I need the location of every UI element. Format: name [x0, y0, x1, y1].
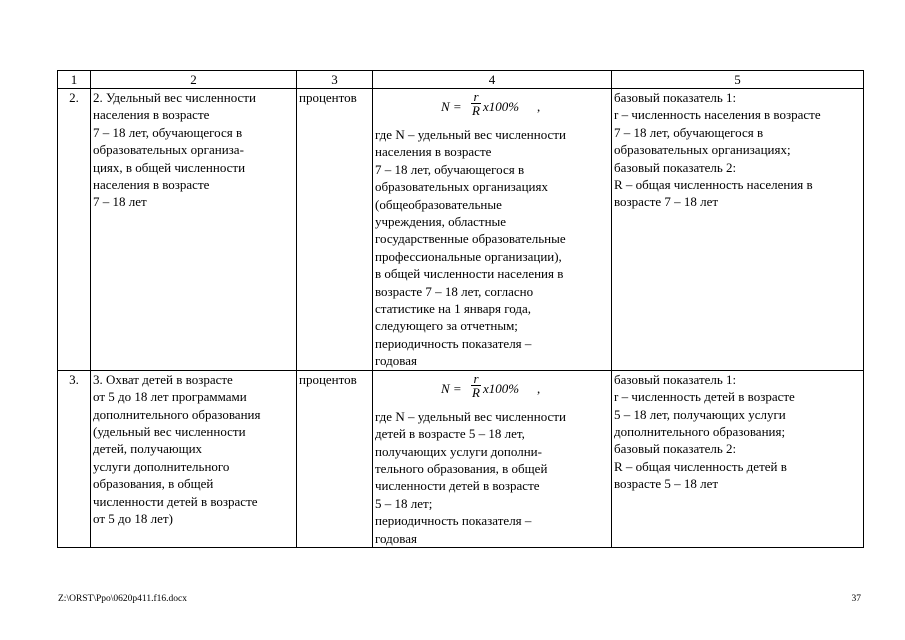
base-line: дополнительного образования; [614, 423, 786, 439]
indicator-name-line: услуги дополнительного [93, 458, 230, 474]
indicator-name-line: образования, в общей [93, 476, 214, 492]
header-col-4: 4 [373, 71, 612, 89]
base-line: базовый показатель 2: [614, 441, 737, 457]
formula-comma: , [537, 99, 541, 114]
table-row [58, 370, 864, 547]
indicator-name-line: населения в возрасте [93, 107, 210, 123]
base-line: базовый показатель 2: [614, 159, 737, 175]
formula-fraction [471, 372, 481, 399]
base-line: образовательных организациях; [614, 142, 791, 158]
header-col-3: 3 [297, 71, 373, 89]
header-col-1: 1 [58, 71, 91, 89]
base-line: базовый показатель 1: [614, 90, 737, 105]
formula-lhs: N = [441, 380, 462, 396]
method-line: 5 – 18 лет; [375, 495, 433, 511]
method-line: государственные образовательные [375, 231, 566, 247]
method-line: следующего за отчетным; [375, 318, 518, 334]
method-line: где N – удельный вес численности [375, 408, 566, 424]
base-line: базовый показатель 1: [614, 371, 737, 387]
base-line: R – общая численность детей в [614, 458, 787, 474]
method-line: годовая [375, 530, 417, 546]
indicator-name-line: от 5 до 18 лет программами [93, 389, 247, 405]
table-header-row [58, 71, 864, 89]
indicator-table [57, 70, 864, 548]
indicator-name-line: дополнительного образования [93, 406, 261, 422]
base-line: 7 – 18 лет, обучающегося в [614, 124, 764, 140]
base-indicators-cell [612, 370, 864, 547]
formula-denominator: R [472, 103, 480, 118]
unit-cell: процентов [297, 370, 373, 547]
formula [375, 89, 609, 126]
formula-comma: , [537, 380, 541, 396]
formula-rhs: x100% [483, 99, 520, 114]
indicator-name-cell [91, 89, 297, 371]
formula-rhs: x100% [483, 380, 520, 396]
header-col-5: 5 [612, 71, 864, 89]
indicator-name-line: 3. Охват детей в возрасте [93, 371, 233, 387]
header-col-2: 2 [91, 71, 297, 89]
formula-lhs: N = [441, 99, 462, 114]
page-number: 37 [851, 594, 861, 604]
unit-cell: процентов [297, 89, 373, 371]
base-indicators-cell [612, 89, 864, 371]
method-line: 7 – 18 лет, обучающегося в [375, 161, 525, 177]
method-line: статистике на 1 января года, [375, 301, 531, 317]
base-line: возрасте 7 – 18 лет [614, 194, 719, 210]
method-line: тельного образования, в общей [375, 460, 548, 476]
method-line: профессиональные организации), [375, 248, 562, 264]
method-line: (общеобразовательные [375, 196, 502, 212]
indicator-name-line: населения в возрасте [93, 177, 210, 193]
formula-numerator: r [471, 90, 481, 104]
indicator-name-line: численности детей в возрасте [93, 493, 258, 509]
method-line: получающих услуги дополни- [375, 443, 542, 459]
method-line: возрасте 7 – 18 лет, согласно [375, 283, 534, 299]
method-line: в общей численности населения в [375, 266, 564, 282]
method-line: периодичность показателя – [375, 335, 532, 351]
method-line: образовательных организациях [375, 179, 548, 195]
indicator-name-line: детей, получающих [93, 441, 203, 457]
method-line: учреждения, областные [375, 214, 507, 230]
method-line: населения в возрасте [375, 144, 492, 160]
indicator-name-cell [91, 370, 297, 547]
base-line: r – численность населения в возрасте [614, 107, 821, 123]
base-line: R – общая численность населения в [614, 177, 813, 193]
method-line: детей в возрасте 5 – 18 лет, [375, 426, 525, 442]
indicator-name-line: 7 – 18 лет, обучающегося в [93, 124, 243, 140]
method-cell [373, 89, 612, 371]
formula-numerator: r [471, 372, 481, 386]
indicator-name-line: циях, в общей численности [93, 159, 246, 175]
indicator-name-line: 2. Удельный вес численности [93, 90, 256, 105]
row-number: 3. [58, 370, 91, 547]
method-cell [373, 370, 612, 547]
formula [375, 371, 609, 408]
indicator-name-line: 7 – 18 лет [93, 194, 147, 210]
base-line: r – численность детей в возрасте [614, 389, 795, 405]
row-number: 2. [58, 89, 91, 371]
method-line: численности детей в возрасте [375, 478, 540, 494]
base-line: 5 – 18 лет, получающих услуги [614, 406, 786, 422]
indicator-name-line: образовательных организа- [93, 142, 244, 158]
formula-denominator: R [472, 384, 480, 400]
document-file-path: Z:\ORST\Ppo\0620p411.f16.docx [58, 594, 187, 604]
indicator-name-line: (удельный вес численности [93, 423, 246, 439]
table-row [58, 89, 864, 371]
method-line: периодичность показателя – [375, 513, 532, 529]
base-line: возрасте 5 – 18 лет [614, 476, 719, 492]
method-line: годовая [375, 353, 417, 369]
indicator-name-line: от 5 до 18 лет) [93, 510, 173, 526]
formula-fraction [471, 90, 481, 117]
method-line: где N – удельный вес численности [375, 127, 566, 142]
